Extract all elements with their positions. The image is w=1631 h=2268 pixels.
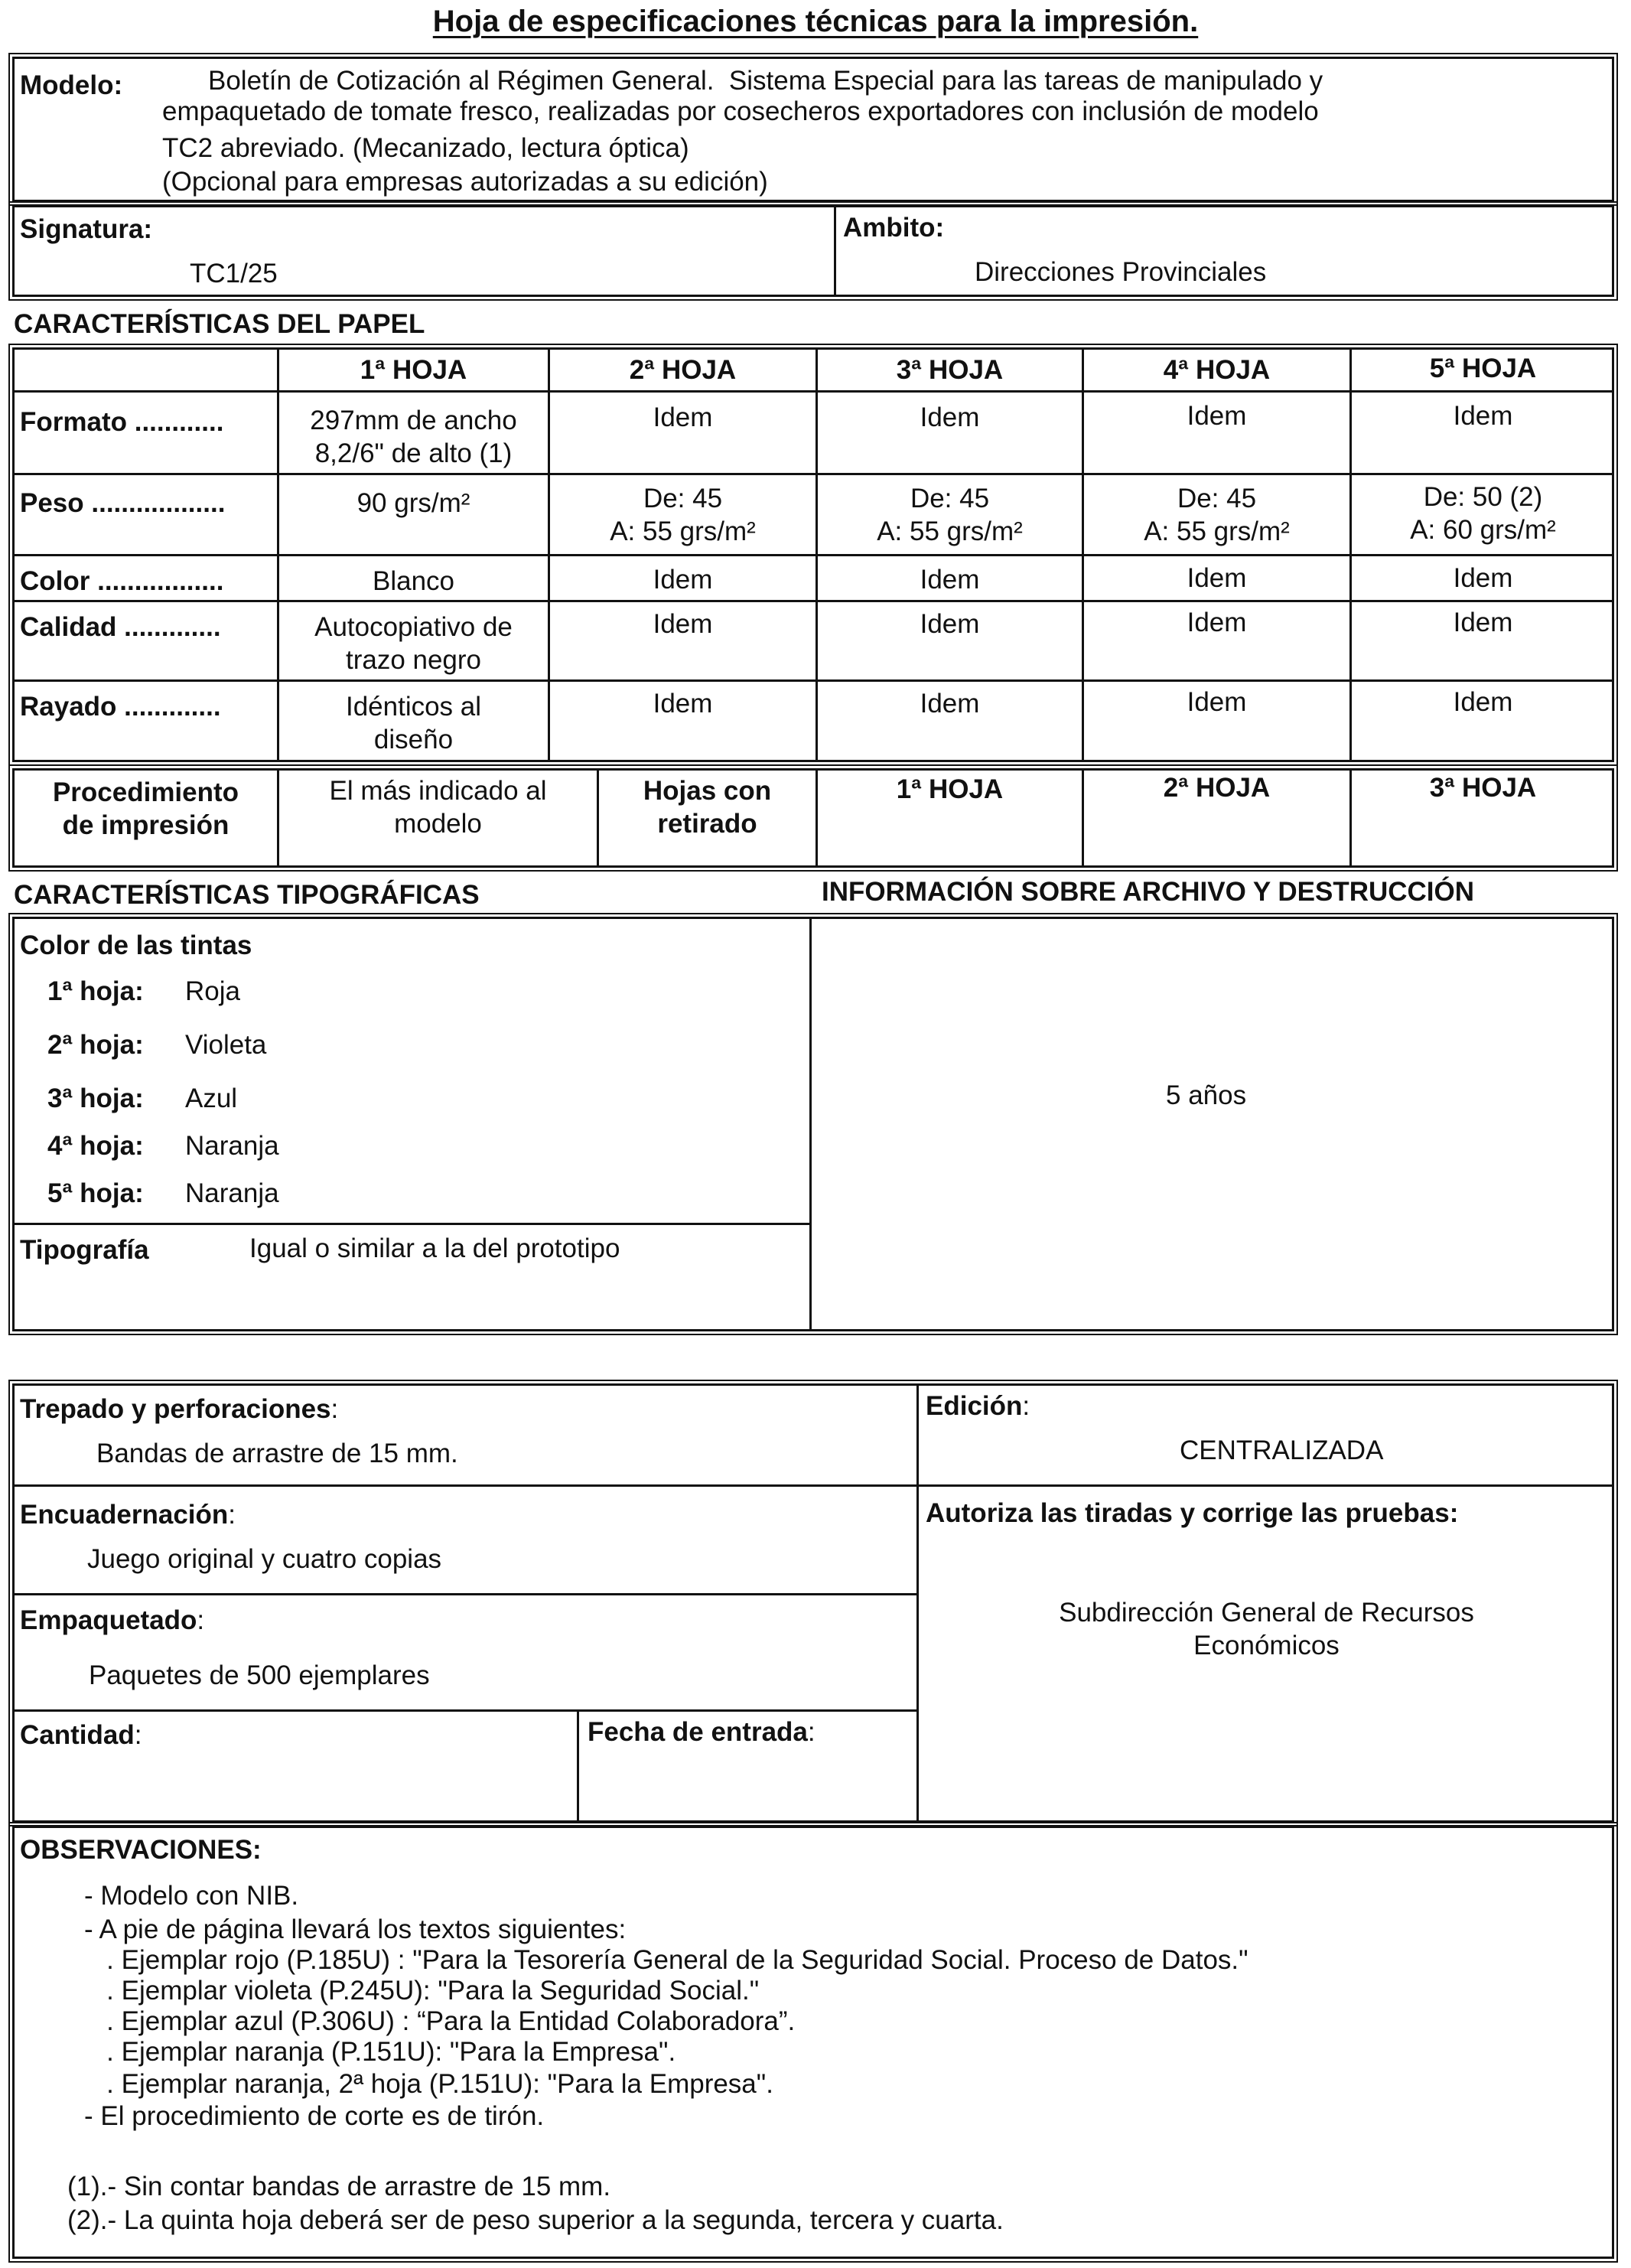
ambito-label: Ambito: — [843, 213, 945, 243]
edicion-value: CENTRALIZADA — [1180, 1435, 1384, 1465]
observaciones-line-3: . Ejemplar rojo (P.185U) : "Para la Tesorería General de la Seguridad Social. Proceso de Datos." — [84, 1945, 1248, 1975]
color-hoja-2: Idem — [653, 565, 713, 595]
encuadernacion-value: Juego original y cuatro copias — [87, 1544, 442, 1574]
rayado-hoja-4: Idem — [1187, 687, 1247, 717]
papel-col-2: 2ª HOJA — [629, 355, 737, 385]
modelo-line-2: empaquetado de tomate fresco, realizadas por cosecheros exportadores con inclusión de modelo — [162, 96, 1319, 126]
tinta-hoja-5: 5ª hoja: — [47, 1178, 144, 1208]
procedimiento-value: El más indicado al modelo — [329, 776, 547, 839]
calidad-hoja-1: Autocopiativo de trazo negro — [314, 612, 513, 675]
papel-col-1: 1ª HOJA — [360, 355, 467, 385]
empaquetado-colon: : — [197, 1605, 205, 1635]
observaciones-line-5: . Ejemplar azul (P.306U) : “Para la Entidad Colaboradora”. — [84, 2006, 796, 2036]
tipograficas-archivo-box — [12, 917, 1614, 1331]
papel-heading: CARACTERÍSTICAS DEL PAPEL — [14, 309, 425, 339]
tinta-color-5: Naranja — [185, 1178, 279, 1208]
autoriza-label: Autoriza las tiradas y corrige las pruebas: — [926, 1498, 1459, 1528]
empaquetado-label-line — [20, 1604, 204, 1637]
papel-col-4: 4ª HOJA — [1163, 355, 1271, 385]
page-title: Hoja de especificaciones técnicas para la impresión. — [432, 5, 1199, 38]
tinta-hoja-1: 1ª hoja: — [47, 976, 144, 1006]
tintas-label: Color de las tintas — [20, 930, 252, 960]
formato-hoja-5: Idem — [1453, 401, 1513, 431]
tinta-color-1: Roja — [185, 976, 240, 1006]
peso-hoja-2: De: 45 A: 55 grs/m² — [610, 484, 756, 546]
hojas-retirado-label: Hojas con retirado — [643, 776, 772, 839]
rayado-hoja-1: Idénticos al diseño — [345, 692, 482, 754]
archivo-value: 5 años — [1166, 1080, 1247, 1110]
modelo-line-4: (Opcional para empresas autorizadas a su edición) — [162, 167, 768, 197]
tinta-hoja-2: 2ª hoja: — [47, 1030, 144, 1060]
retirado-col-3: 3ª HOJA — [1429, 773, 1537, 803]
observaciones-line-8: - El procedimiento de corte es de tirón. — [84, 2101, 545, 2131]
row-label-rayado: Rayado ............. — [20, 692, 221, 722]
procedimiento-label: Procedimiento de impresión — [52, 777, 239, 840]
modelo-line-3: TC2 abreviado. (Mecanizado, lectura óptica) — [162, 133, 689, 163]
row-label-peso: Peso .................. — [20, 488, 226, 518]
row-label-calidad: Calidad ............. — [20, 612, 221, 642]
peso-hoja-5: De: 50 (2) A: 60 grs/m² — [1410, 482, 1556, 545]
observaciones-note-1: (1).- Sin contar bandas de arrastre de 15 mm. — [67, 2172, 611, 2201]
observaciones-line-7: . Ejemplar naranja, 2ª hoja (P.151U): "Para la Empresa". — [84, 2069, 773, 2099]
tinta-hoja-4: 4ª hoja: — [47, 1131, 144, 1161]
row-label-formato: Formato ............ — [20, 407, 224, 437]
rayado-hoja-2: Idem — [653, 689, 713, 719]
observaciones-line-1: - Modelo con NIB. — [84, 1881, 299, 1911]
archivo-heading: INFORMACIÓN SOBRE ARCHIVO Y DESTRUCCIÓN — [822, 877, 1475, 907]
observaciones-line-4: . Ejemplar violeta (P.245U): "Para la Seguridad Social." — [84, 1976, 760, 2006]
edicion-label-line — [926, 1390, 1030, 1422]
encuadernacion-colon: : — [228, 1500, 236, 1530]
peso-hoja-4: De: 45 A: 55 grs/m² — [1144, 484, 1290, 546]
calidad-hoja-5: Idem — [1453, 608, 1513, 637]
tipografia-value: Igual o similar a la del prototipo — [249, 1233, 620, 1263]
modelo-label: Modelo: — [20, 70, 123, 100]
papel-col-5: 5ª HOJA — [1429, 354, 1537, 383]
trepado-colon: : — [330, 1394, 339, 1424]
modelo-line-1: Boletín de Cotización al Régimen General. Sistema Especial para las tareas de manipulado y — [208, 66, 1323, 96]
empaquetado-label: Empaquetado — [20, 1605, 197, 1635]
empaquetado-value: Paquetes de 500 ejemplares — [89, 1660, 430, 1690]
trepado-label: Trepado y perforaciones — [20, 1394, 331, 1424]
edicion-label: Edición — [926, 1391, 1023, 1421]
autoriza-value: Subdirección General de Recursos Económicos — [1059, 1598, 1474, 1660]
fecha-entrada-colon: : — [807, 1717, 816, 1747]
rayado-hoja-5: Idem — [1453, 687, 1513, 717]
formato-hoja-2: Idem — [653, 402, 713, 432]
row-label-color: Color ................. — [20, 566, 224, 596]
retirado-col-1: 1ª HOJA — [896, 774, 1004, 804]
cantidad-label-line — [20, 1719, 142, 1752]
tipograficas-heading: CARACTERÍSTICAS TIPOGRÁFICAS — [14, 880, 480, 910]
signatura-label: Signatura: — [20, 214, 153, 244]
tinta-color-3: Azul — [185, 1083, 238, 1113]
tipografia-label: Tipografía — [20, 1235, 149, 1265]
formato-hoja-3: Idem — [920, 402, 980, 432]
tinta-hoja-3: 3ª hoja: — [47, 1083, 144, 1113]
trepado-value: Bandas de arrastre de 15 mm. — [96, 1439, 458, 1468]
observaciones-line-6: . Ejemplar naranja (P.151U): "Para la Empresa". — [84, 2037, 676, 2067]
calidad-hoja-3: Idem — [920, 609, 980, 639]
observaciones-line-2: - A pie de página llevará los textos siguientes: — [84, 1914, 627, 1944]
encuadernacion-label-line — [20, 1498, 236, 1531]
ambito-value: Direcciones Provinciales — [975, 257, 1267, 287]
color-hoja-3: Idem — [920, 565, 980, 595]
formato-hoja-4: Idem — [1187, 401, 1247, 431]
observaciones-label: OBSERVACIONES: — [20, 1835, 262, 1865]
color-hoja-4: Idem — [1187, 563, 1247, 593]
cantidad-label: Cantidad — [20, 1720, 135, 1750]
tinta-color-4: Naranja — [185, 1131, 279, 1161]
observaciones-note-2: (2).- La quinta hoja deberá ser de peso superior a la segunda, tercera y cuarta. — [67, 2205, 1004, 2235]
fecha-entrada-label-line — [588, 1716, 816, 1748]
papel-col-3: 3ª HOJA — [896, 355, 1004, 385]
color-hoja-1: Blanco — [372, 566, 455, 596]
tinta-color-2: Violeta — [185, 1030, 267, 1060]
cantidad-colon: : — [134, 1720, 142, 1750]
peso-hoja-1: 90 grs/m² — [356, 488, 470, 518]
edicion-colon: : — [1022, 1391, 1030, 1421]
calidad-hoja-2: Idem — [653, 609, 713, 639]
color-hoja-5: Idem — [1453, 563, 1513, 593]
calidad-hoja-4: Idem — [1187, 608, 1247, 637]
peso-hoja-3: De: 45 A: 55 grs/m² — [877, 484, 1023, 546]
signatura-value: TC1/25 — [190, 259, 278, 288]
fecha-entrada-label: Fecha de entrada — [588, 1717, 808, 1747]
retirado-col-2: 2ª HOJA — [1163, 773, 1271, 803]
rayado-hoja-3: Idem — [920, 689, 980, 719]
formato-hoja-1: 297mm de ancho 8,2/6" de alto (1) — [310, 406, 517, 468]
trepado-label-line — [20, 1393, 338, 1426]
encuadernacion-label: Encuadernación — [20, 1500, 229, 1530]
